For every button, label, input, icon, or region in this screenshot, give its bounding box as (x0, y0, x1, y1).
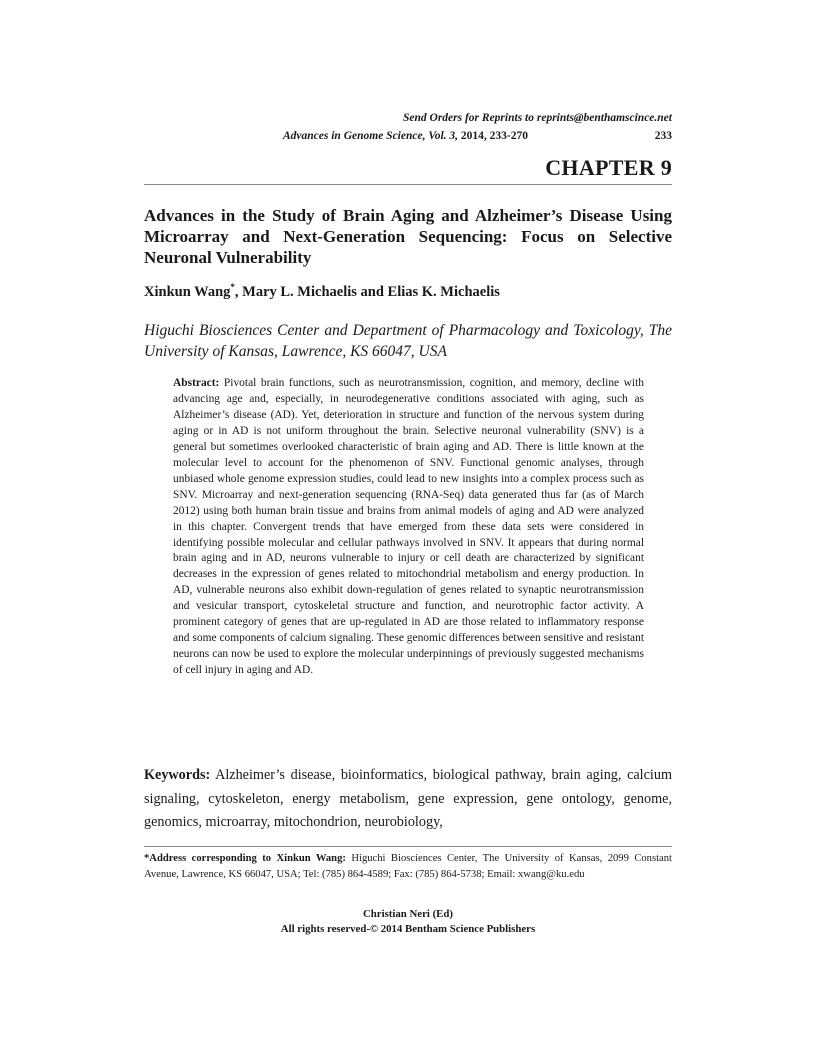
co-authors: , Mary L. Michaelis and Elias K. Michaelis (234, 283, 500, 300)
keywords (144, 764, 672, 835)
journal-citation (283, 130, 528, 142)
correspondence-footnote (144, 851, 672, 882)
corresponding-author: Xinkun Wang (144, 283, 231, 300)
journal-name: Advances in Genome Science, Vol. 3, (283, 130, 459, 142)
publisher-footer (144, 907, 672, 936)
abstract-text: Pivotal brain functions, such as neurotransmission, cognition, and memory, decline with advancing age and, especially, in neurodegenerative conditions associated with aging, such as Alzheimer’s disease (AD). Yet, deterioration in structure and function of the nervous system during aging or in AD is not uniform throughout the brain. Selective neuronal vulnerability (SNV) is a general but sometimes overlooked characteristic of brain aging and AD. There is little known at the molecular level to account for the phenomenon of SNV. Functional genomic analyses, through unbiased whole genome expression studies, could lead to new insights into a complex process such as SNV. Microarray and next-generation sequencing (RNA-Seq) data generated thus far (as of March 2012) using both human brain tissue and brains from animal models of aging and AD were analyzed in this chapter. Convergent trends that have emerged from these data sets were considered in identifying possible molecular and cellular pathways involved in SNV. It appears that during normal brain aging and in AD, neurons vulnerable to injury or cell death are characterized by significant decreases in the expression of genes related to mitochondrial metabolism and energy production. In AD, vulnerable neurons also exhibit down-regulation of genes related to synaptic neurotransmission and vesicular transport, cytoskeletal structure and function, and neurotrophic factor activity. A prominent category of genes that are up-regulated in AD are those related to inflammatory response and some components of calcium signaling. These genomic differences between sensitive and resistant neurons can now be used to explore the molecular underpinnings of previously suggested mechanisms of cell injury in aging and AD. (173, 377, 645, 677)
abstract (173, 376, 644, 679)
chapter-label: CHAPTER 9 (545, 155, 672, 180)
chapter-title: Advances in the Study of Brain Aging and Alzheimer’s Disease Using Microarray and Next-Generation Sequencing: Focus on Selective Neuronal Vulnerability (144, 206, 672, 267)
footnote-divider (144, 846, 672, 847)
abstract-label: Abstract: (173, 377, 220, 389)
footnote-label: *Address corresponding to Xinkun Wang: (144, 853, 346, 864)
copyright-notice: All rights reserved-© 2014 Bentham Science Publishers (280, 922, 536, 935)
chapter-divider (144, 184, 672, 185)
editor-credit: Christian Neri (Ed) (363, 908, 453, 920)
keywords-label: Keywords: (144, 767, 211, 783)
page-number: 233 (654, 130, 672, 142)
reprints-notice: Send Orders for Reprints to reprints@benthamscince.net (403, 112, 672, 124)
journal-year-pages: 2014, 233-270 (460, 130, 529, 142)
affiliation: Higuchi Biosciences Center and Department of Pharmacology and Toxicology, The University of Kansas, Lawrence, KS 66047, USA (144, 322, 672, 360)
footnote-text: Higuchi Biosciences Center, The University of Kansas, 2099 Constant Avenue, Lawrence, KS 66047, USA; Tel: (785) 864-4589; Fax: (785) 864-5738; Email: xwang@ku.edu (144, 853, 672, 880)
corresponding-marker: * (230, 282, 235, 292)
keywords-text: Alzheimer’s disease, bioinformatics, biological pathway, brain aging, calcium signaling, cytoskeleton, energy metabolism, gene expression, gene ontology, genome, genomics, microarray, mitochondrion, neurobiology, (144, 767, 672, 830)
author-list (144, 282, 500, 301)
